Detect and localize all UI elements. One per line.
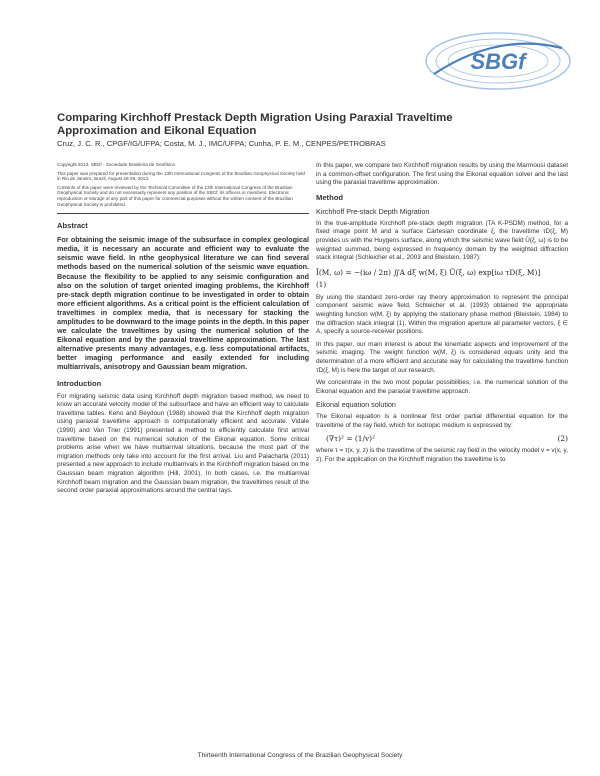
copyright-note: Copyright 2013, SBGf - Sociedade Brasileira de Geofísica — [57, 162, 175, 167]
contents-note: Contents of this paper were reviewed by the Technical Committee of the 13th International Congress of the Brazilian Geophysical Society and do not necessarily represent any position of the SBGf, its officers or members. Electronic reproduction or storage of any part of this paper for commercial purposes without the written consent of the Brazilian Geophysical Society is prohibited. — [57, 184, 293, 207]
interest-paragraph: In this paper, our main interest is about the kinematic aspects and improvement of the seismic imaging. The weight function w(M, ξ) is considered equals unity and the determination of a more efficient and accurate way for calculating the traveltime function τD(ξ, M) is here the target of our research. — [316, 340, 568, 374]
logo-text: SBGf — [470, 49, 526, 74]
left-column — [57, 162, 309, 500]
comparison-paragraph: In this paper, we compare two Kirchhoff migration results by using the Marmousi dataset in a common-offset configuration. The first using the Eikonal equation solver and the last using the paraxial traveltime approximation. — [316, 162, 568, 187]
abstract-heading: Abstract — [57, 221, 88, 231]
introduction-heading: Introduction — [57, 378, 102, 388]
eikonal-subheading: Eikonal equation solution — [316, 400, 396, 410]
kpsdm-subheading: Kirchhoff Pre-stack Depth Migration — [316, 206, 430, 216]
equation-2-number: (2) — [557, 434, 568, 444]
paper-authors: Cruz, J. C. R., CPGF/IG/UFPA; Costa, M. J., IMC/UFPA; Cunha, P. E. M., CENPES/PETROBRAS — [57, 139, 386, 148]
page-footer: Thirteenth International Congress of the Brazilian Geophysical Society — [197, 752, 403, 759]
right-column — [316, 162, 568, 469]
introduction-text: For migrating seismic data using Kirchhoff depth migration based method, we need to know an accurate velocity model of the subsurface and have an efficient way to calculate traveltime tables. Keho and Beydoun (1988) showed that the Kirchhoff depth migration using paraxial traveltime approach is computationally efficient and accurate. Vidale (1990) and Van Trier (1991) presented a method to efficiently calculate first arrival traveltime based on the numerical solution of the Eikonal equation. Some critical problems arise when we have multiarrival situations, because the most part of the migration methods only take into account for the first arrival. Liu and Palacharla (2011) presented a new approach to include multiarrivals in the Kirchhoff migration based on the Gaussian beam migration algorithm (Hill, 2001). In both cases, i.e. the multiarrival Kirchhoff beam migration and the Gaussian beam migration, the traveltimes result of the second order paraxial approximations around the central rays. — [57, 392, 309, 495]
eikonal-paragraph: The Eikonal equation is a nonlinear first order partial differential equation for the traveltime of the ray field, which for isotropic medium is expressed by: — [316, 413, 568, 429]
paper-title: Comparing Kirchhoff Prestack Depth Migration Using Paraxial Traveltime Approximation and Eikonal Equation — [57, 112, 453, 137]
abstract-text: For obtaining the seismic image of the subsurface in complex geological media, it is necessary an accurate and efficient way to evaluate the seismic wave field. In nthe geophysical literature we can find several methods based on the numerical solution of the seismic wave equation. Because the flexibility to be applied to any seismic configuration and also on the solution of target oriented imaging problems, the Kirchhoff pre-stack depth migration continue to be investigated in order to obtain more efficient algorithms. As a critical point is the efficient calculation of traveltimes in complex media, that is necessary for stacking the amplitudes to be downward to the image points in the depth. In this paper we calculate the traveltimes by using the numerical solution of the Eikonal equation and by the paraxial traveltime approximation. The last alternative presents many advantages, e.g. less computational artifacts, better imaging performance and easily extended for including multiarrivals, anisotropy and Gaussian beam migration. — [57, 235, 309, 372]
equation-2-row — [326, 434, 568, 443]
equation-1-number: (1) — [316, 279, 327, 289]
divider — [57, 213, 309, 214]
kpsdm-paragraph: In the true-amplitude Kirchhoff pre-stack depth migration (TA K-PSDM) method, for a fixed image point M and a surface Cartesian coordinate ξ, the traveltime τD(ξ, M) provides us with the Huygens surface, along which the seismic wave field Û(ξ, ω) is to be weighted summed, being expressed in frequency domain by the weighted diffraction stack integral (Schleicher et al., 2003 and Bleistein, 1987): — [316, 219, 568, 262]
method-heading: Method — [316, 192, 343, 202]
sbgf-logo — [424, 30, 572, 92]
weighting-paragraph: By using the standard zero-order ray theory approximation to represent the principal component seismic wave field, Schleicher et al. (1993) obtained the appropriate weighting function w(M, ξ) by applying the stationary phase method (Bleistein, 1984) to the diffraction stack integral (1). Within the migration aperture all parameter vectors, ξ ∈ A, specify a source-receiver positions. — [316, 293, 568, 336]
prepared-note: This paper was prepared for presentation during the 13th International Congress of the Brazilian Geophysical Society held in Rio de Janeiro, Brazil, August 26-29, 2013. — [57, 170, 305, 182]
possibilities-paragraph: We concentrate in the two most popular possibilities, i.e. the numerical solution of the Eikonal equation and the paraxial traveltime approach. — [316, 379, 568, 395]
equation-1: Î(M, ω) = −(iω / 2π) ∬A dξ w(M, ξ) Û(ξ, ω) exp[iω τD(ξ, M)] — [316, 267, 541, 277]
traveltime-paragraph: where τ = τ(x, y, z) is the traveltime of the seismic ray field in the velocity model v = v(x, y, z). For the application on the Kirchhoff migration the traveltime is to — [316, 447, 568, 464]
equation-2: (∇τ)² = (1/v)² — [326, 434, 375, 444]
